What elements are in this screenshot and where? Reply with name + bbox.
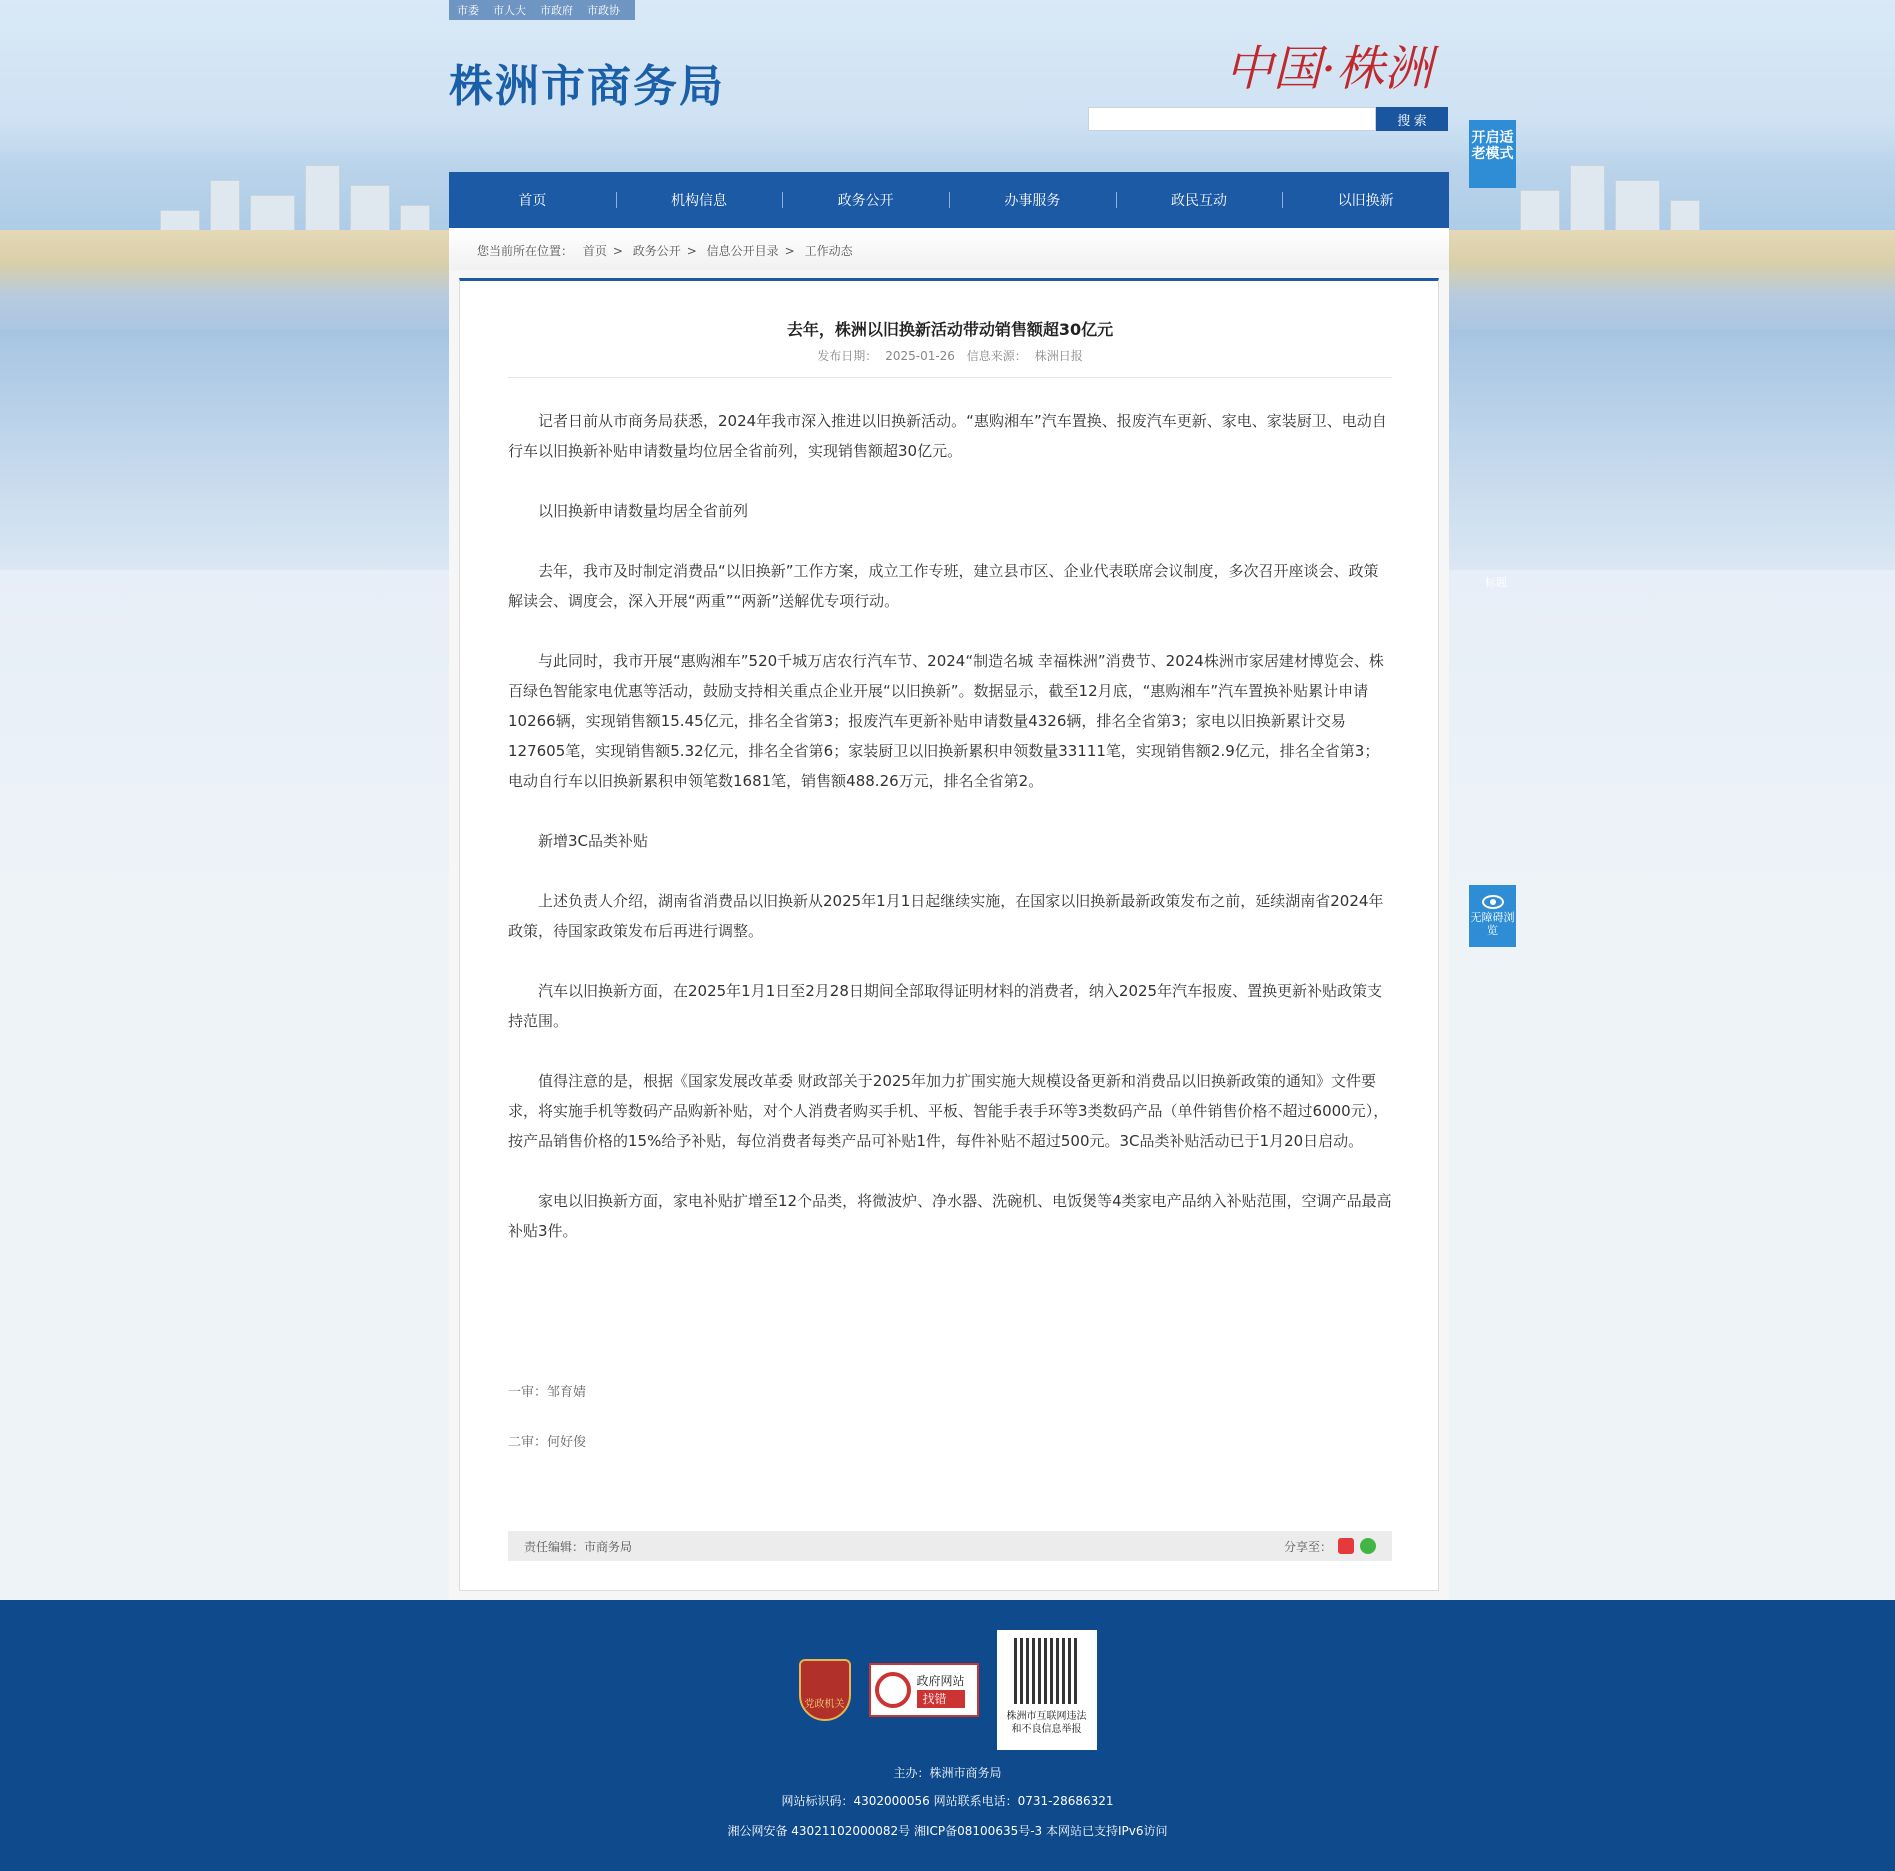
accessibility-button[interactable] <box>1469 885 1516 947</box>
article-source: 株洲日报 <box>1034 349 1083 363</box>
breadcrumb-prefix: 您当前所在位置： <box>477 244 574 258</box>
accessibility-label: 无障碍浏览 <box>1470 911 1515 937</box>
share-label: 分享至： <box>1283 1539 1332 1554</box>
main-nav <box>449 172 1449 228</box>
link-shizhengfu[interactable]: 市政府 <box>540 4 573 17</box>
gov-site-error-report[interactable]: 政府网站 找错 <box>869 1663 979 1717</box>
article-date: 2025-01-26 <box>885 349 955 363</box>
paragraph: 与此同时，我市开展“惠购湘车”520千城万店农行汽车节、2024“制造名城 幸福株洲”消费节、2024株洲市家居建材博览会、株百绿色智能家电优惠等活动，鼓励支持相关重点企业开展“以旧换新”。数据显示，截至12月底，“惠购湘车”汽车置换补贴累计申请10266辆，实现销售额15.45亿元，排名全省第3；报废汽车更新补贴申请数量4326辆，排名全省第3；家电以旧换新累计交易127605笔，实现销售额5.32亿元，排名全省第6；家装厨卫以旧换新累积申领数量33111笔，实现销售额2.9亿元，排名全省第3；电动自行车以旧换新累积申领笔数1681笔，销售额488.26万元，排名全省第2。 <box>508 652 1384 790</box>
article-meta: 发布日期： 2025-01-26 信息来源： 株洲日报 <box>817 349 1083 363</box>
second-review: 二审：何好俊 <box>508 1435 587 1450</box>
eye-icon <box>1482 895 1504 909</box>
top-links <box>449 0 635 20</box>
nav-services[interactable]: 办事服务 <box>949 190 1116 210</box>
breadcrumb-item-home[interactable]: 首页 <box>582 244 607 258</box>
search-button[interactable]: 搜 索 <box>1376 107 1448 131</box>
magnifier-icon <box>875 1672 911 1708</box>
footer-icp[interactable]: 湘公网安备 43021102000082号 湘ICP备08100635号-3 本网站已支持IPv6访问 <box>727 1824 1168 1838</box>
nav-org-info[interactable]: 机构信息 <box>616 190 783 210</box>
article-title: 去年，株洲以旧换新活动带动销售额超30亿元 <box>786 320 1114 339</box>
nav-home[interactable]: 首页 <box>518 193 547 209</box>
paragraph: 汽车以旧换新方面，在2025年1月1日至2月28日期间全部取得证明材料的消费者，纳入2025年汽车报废、置换更新补贴政策支持范围。 <box>508 982 1383 1030</box>
report-qr-code <box>997 1630 1097 1750</box>
weibo-icon[interactable] <box>1338 1538 1354 1554</box>
article-card <box>459 278 1439 1591</box>
nav-trade-in[interactable]: 以旧换新 <box>1282 190 1449 210</box>
paragraph: 家电以旧换新方面，家电补贴扩增至12个品类，将微波炉、净水器、洗碗机、电饭煲等4类家电产品纳入补贴范围，空调产品最高补贴3件。 <box>508 1192 1392 1240</box>
breadcrumb-item-gov[interactable]: 政务公开 <box>632 244 681 258</box>
side-label: 标题 <box>1485 576 1507 589</box>
paragraph-subheading: 以旧换新申请数量均居全省前列 <box>538 502 749 520</box>
first-review: 一审：邹育婧 <box>508 1385 587 1400</box>
qr-caption: 株洲市互联网违法和不良信息举报 <box>1006 1711 1087 1735</box>
china-zhuzhou-logo: 中国·株洲 <box>1225 41 1433 97</box>
site-title[interactable]: 株洲市商务局 <box>449 61 725 112</box>
footer-ids: 网站标识码：4302000056 网站联系电话：0731-28686321 <box>781 1794 1114 1808</box>
main-content <box>449 228 1449 1600</box>
paragraph: 上述负责人介绍，湖南省消费品以旧换新从2025年1月1日起继续实施，在国家以旧换新最新政策发布之前，延续湖南省2024年政策，待国家政策发布后再进行调整。 <box>508 892 1384 940</box>
paragraph: 去年，我市及时制定消费品“以旧换新”工作方案，成立工作专班，建立县市区、企业代表联席会议制度，多次召开座谈会、政策解读会、调度会，深入开展“两重”“两新”送解优专项行动。 <box>508 562 1379 610</box>
nav-interaction[interactable]: 政民互动 <box>1116 190 1283 210</box>
paragraph-subheading: 新增3C品类补贴 <box>538 832 649 850</box>
link-shirenda[interactable]: 市人大 <box>493 4 526 17</box>
footer-badges <box>0 1630 1895 1750</box>
elder-mode-button[interactable]: 开启适老模式 <box>1469 120 1516 188</box>
qr-code-icon <box>1014 1638 1080 1704</box>
footer <box>0 1600 1895 1871</box>
breadcrumb-item-catalog[interactable]: 信息公开目录 <box>706 244 779 258</box>
search-bar <box>1088 107 1448 131</box>
footer-host: 主办：株洲市商务局 <box>893 1766 1002 1780</box>
share-bar <box>508 1531 1392 1561</box>
article-body <box>508 406 1392 1276</box>
divider <box>508 377 1392 378</box>
link-shizhengxie[interactable]: 市政协 <box>587 4 620 17</box>
breadcrumb: 您当前所在位置： 首页 > 政务公开 > 信息公开目录 > 工作动态 <box>449 228 1449 270</box>
wechat-icon[interactable] <box>1360 1538 1376 1554</box>
search-input[interactable] <box>1088 107 1376 131</box>
party-gov-badge-icon[interactable]: 党政机关 <box>799 1659 851 1721</box>
paragraph: 记者日前从市商务局获悉，2024年我市深入推进以旧换新活动。“惠购湘车”汽车置换、报废汽车更新、家电、家装厨卫、电动自行车以旧换新补贴申请数量均位居全省前列，实现销售额超30亿元。 <box>508 412 1387 460</box>
responsible-editor: 责任编辑：市商务局 <box>524 1539 633 1554</box>
paragraph: 值得注意的是，根据《国家发展改革委 财政部关于2025年加力扩围实施大规模设备更新和消费品以旧换新政策的通知》文件要求，将实施手机等数码产品购新补贴，对个人消费者购买手机、平板、智能手表手环等3类数码产品（单件销售价格不超过6000元），按产品销售价格的15%给予补贴，每位消费者每类产品可补贴1件，每件补贴不超过500元。3C品类补贴活动已于1月20日启动。 <box>508 1072 1389 1150</box>
link-shiwei[interactable]: 市委 <box>457 4 479 17</box>
nav-gov-affairs[interactable]: 政务公开 <box>782 190 949 210</box>
breadcrumb-item-news[interactable]: 工作动态 <box>804 244 853 258</box>
